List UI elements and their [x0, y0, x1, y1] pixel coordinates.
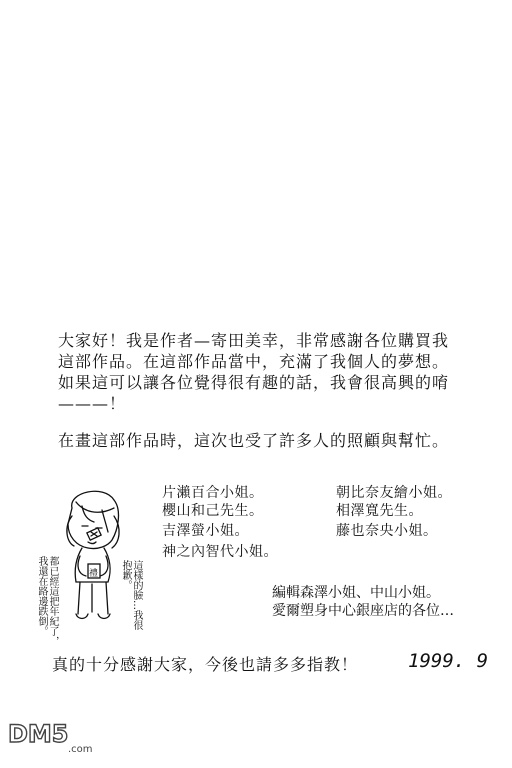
site-watermark-logo [6, 712, 102, 756]
doodle-speech-right: 這樣的臉…我很抱歉。 [120, 560, 142, 630]
thanks-intro-line: 在畫這部作品時，這次也受了許多人的照顧與幫忙。 [58, 431, 450, 450]
name-left-4: 神之內智代小姐。 [162, 544, 278, 560]
greeting-line-4: ———！ [58, 394, 127, 413]
name-left-2: 櫻山和己先生。 [162, 503, 264, 519]
greeting-line-1: 大家好！我是作者—寄田美幸，非常感謝各位購買我 [58, 331, 450, 350]
name-right-3: 藤也奈央小姐。 [336, 523, 438, 539]
name-left-1: 片瀨百合小姐。 [162, 485, 264, 501]
name-left-3: 吉澤螢小姐。 [162, 523, 249, 539]
greeting-line-3: 如果這可以讓各位覺得很有趣的話，我會很高興的唷 [58, 373, 450, 392]
doodle-speech-left: 都已經這把年紀了，我還在路邊跌倒。 [36, 556, 58, 646]
greeting-line-2: 這部作品。在這部作品當中，充滿了我個人的夢想。 [58, 352, 450, 371]
doodle-sign: 禮 [89, 569, 99, 579]
name-right-1: 朝比奈友繪小姐。 [336, 485, 452, 501]
date-signature: 1999. 9 [408, 650, 489, 672]
editor-line-2: 愛爾塑身中心銀座店的各位… [272, 603, 454, 619]
closing-line: 真的十分感謝大家，今後也請多多指教！ [52, 655, 359, 674]
name-right-2: 相澤寬先生。 [336, 503, 423, 519]
watermark-logo-text: DM5 [8, 720, 69, 748]
greeting-paragraph [58, 330, 478, 414]
editor-line-1: 編輯森澤小姐、中山小姐。 [272, 585, 440, 601]
watermark-domain-text: .com [68, 744, 93, 755]
thanks-intro [58, 430, 478, 451]
